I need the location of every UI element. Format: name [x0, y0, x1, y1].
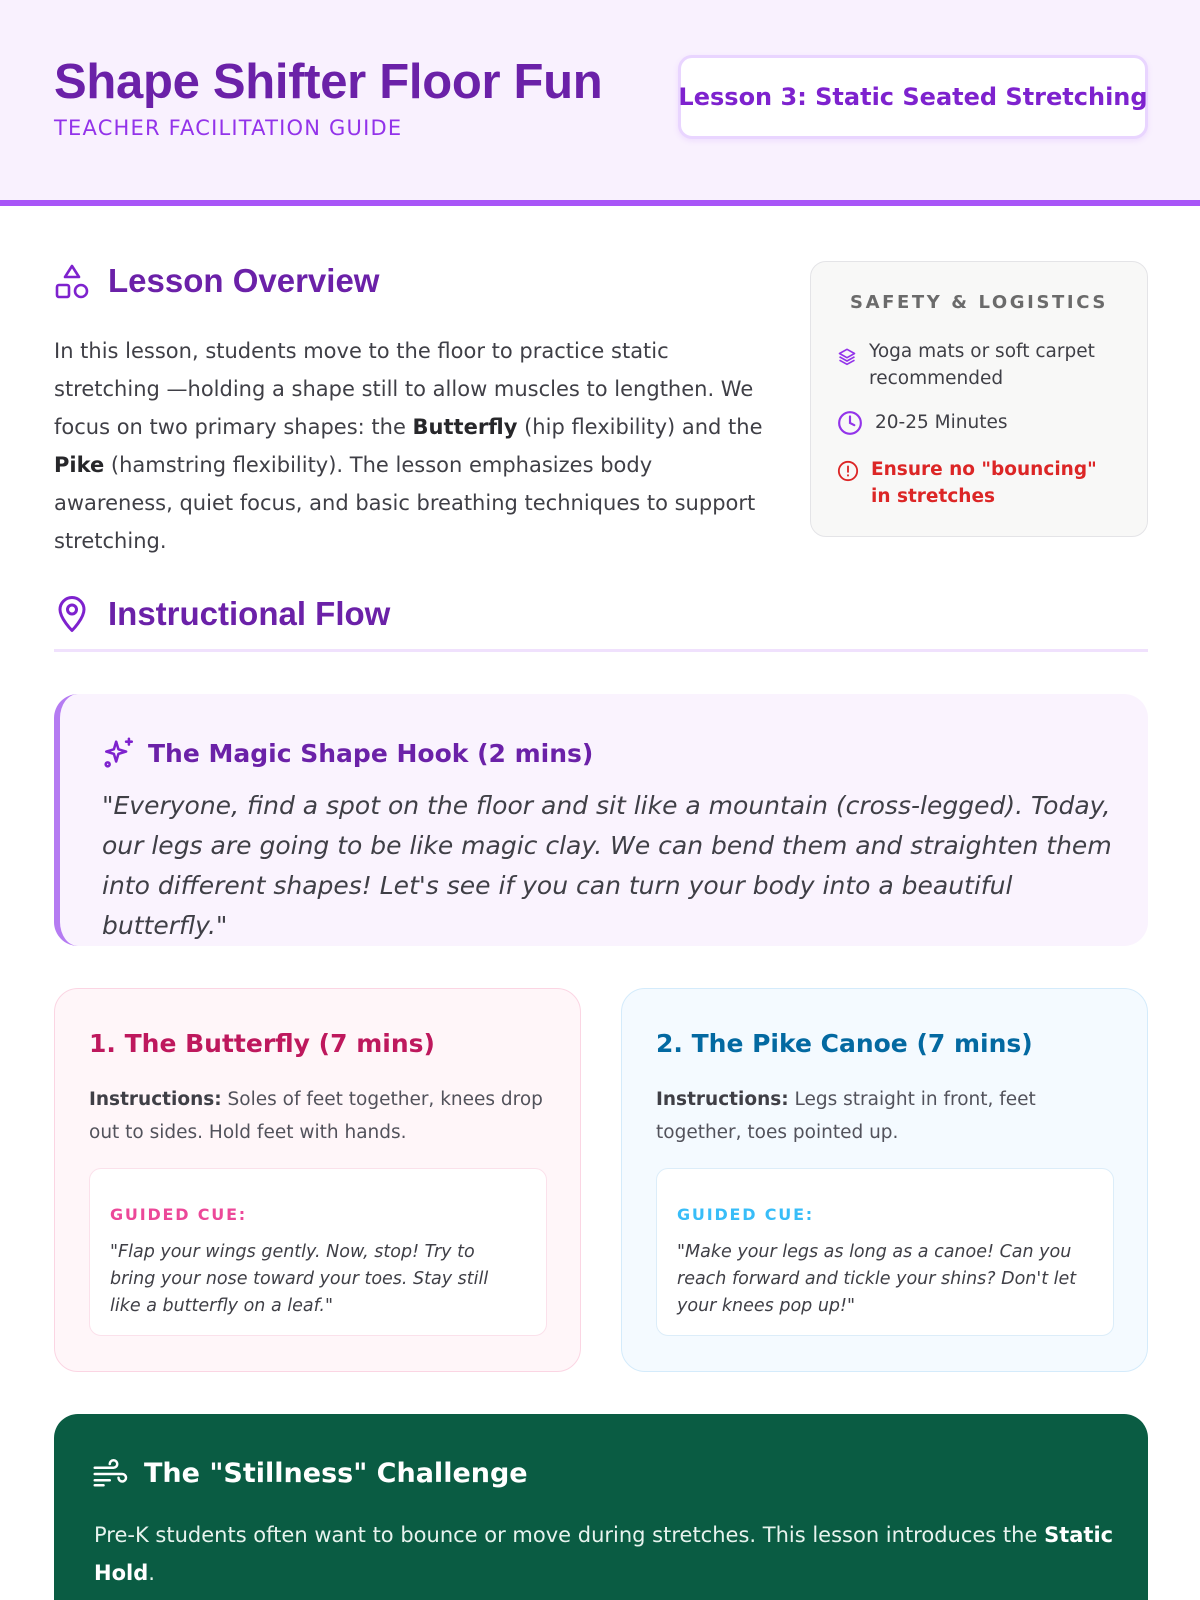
activity-card-pike [621, 988, 1148, 1372]
guided-cue-box [89, 1168, 547, 1336]
safety-item-warning [837, 456, 1111, 510]
shapes-icon [54, 262, 90, 300]
activity-title: 2. The Pike Canoe (7 mins) [656, 1029, 1033, 1058]
layers-icon [837, 346, 857, 366]
instructions-label: Instructions: [89, 1089, 222, 1110]
stillness-heading [92, 1458, 528, 1489]
instructions-text: Legs straight in front, feet together, toes pointed up. [656, 1089, 1036, 1143]
lesson-badge [678, 55, 1148, 139]
overview-heading [54, 262, 379, 300]
overview-text-part: In this lesson, students move to the floor to practice static stretching —holding a shape still to allow muscles to lengthen. We focus on two primary shapes: the [54, 339, 754, 439]
flow-heading-label: Instructional Flow [108, 595, 391, 632]
safety-item-label: 20-25 Minutes [875, 412, 1008, 433]
clock-icon [837, 410, 863, 436]
activity-card-butterfly [54, 988, 581, 1372]
page-subtitle: TEACHER FACILITATION GUIDE [54, 116, 403, 140]
stillness-text-part: Pre-K students often want to bounce or move during stretches. This lesson introduces the [94, 1523, 1045, 1547]
activity-instructions [656, 1083, 1116, 1149]
hook-heading-label: The Magic Shape Hook (2 mins) [148, 738, 594, 768]
stillness-card [54, 1414, 1148, 1600]
page-header [0, 0, 1200, 206]
guided-cue-label: GUIDED CUE: [110, 1205, 248, 1224]
lesson-badge-label: Lesson 3: Static Seated Stretching [678, 83, 1148, 111]
stillness-heading-label: The "Stillness" Challenge [144, 1458, 528, 1489]
guided-cue-box [656, 1168, 1114, 1336]
safety-card [810, 261, 1148, 537]
overview-heading-label: Lesson Overview [108, 262, 380, 299]
guided-cue-label: GUIDED CUE: [677, 1205, 815, 1224]
overview-bold-pike: Pike [54, 453, 105, 477]
stillness-text-end: . [148, 1561, 155, 1585]
safety-item-duration [837, 409, 1115, 436]
safety-item-label: Ensure no "bouncing" in stretches [871, 459, 1097, 507]
wind-icon [92, 1459, 130, 1489]
overview-bold-butterfly: Butterfly [412, 415, 518, 439]
hook-quote: "Everyone, find a spot on the floor and sit like a mountain (cross-legged). Today, our legs are going to be like magic clay. We can bend them and straighten them into different shapes! Let's see if you can turn your body into a beautiful butterfly." [102, 791, 1112, 940]
flow-heading [54, 594, 390, 634]
sparkles-icon [102, 736, 136, 770]
safety-item-materials [837, 338, 1109, 392]
section-divider [54, 649, 1148, 652]
stillness-text [94, 1516, 1114, 1592]
map-pin-icon [54, 594, 90, 634]
safety-item-label: Yoga mats or soft carpet recommended [869, 341, 1095, 389]
stillness-bold-static-hold: Static Hold [94, 1523, 1114, 1585]
overview-text-part: (hamstring flexibility). The lesson emphasizes body awareness, quiet focus, and basic breathing techniques to support stretching. [54, 453, 756, 553]
instructions-label: Instructions: [656, 1089, 789, 1110]
safety-title: SAFETY & LOGISTICS [850, 292, 1108, 313]
overview-text [54, 332, 774, 560]
activity-title: 1. The Butterfly (7 mins) [89, 1029, 435, 1058]
page-title: Shape Shifter Floor Fun [54, 55, 603, 109]
instructions-text: Soles of feet together, knees drop out to sides. Hold feet with hands. [89, 1089, 543, 1143]
activity-instructions [89, 1083, 549, 1149]
guided-cue-text: "Flap your wings gently. Now, stop! Try to bring your nose toward your toes. Stay still like a butterfly on a leaf." [110, 1242, 489, 1316]
alert-circle-icon [837, 460, 859, 482]
guided-cue-text: "Make your legs as long as a canoe! Can you reach forward and tickle your shins? Don't let your knees pop up!" [677, 1242, 1077, 1316]
hook-heading [102, 736, 593, 770]
overview-text-part: (hip flexibility) and the [517, 415, 763, 439]
hook-card [54, 694, 1148, 946]
